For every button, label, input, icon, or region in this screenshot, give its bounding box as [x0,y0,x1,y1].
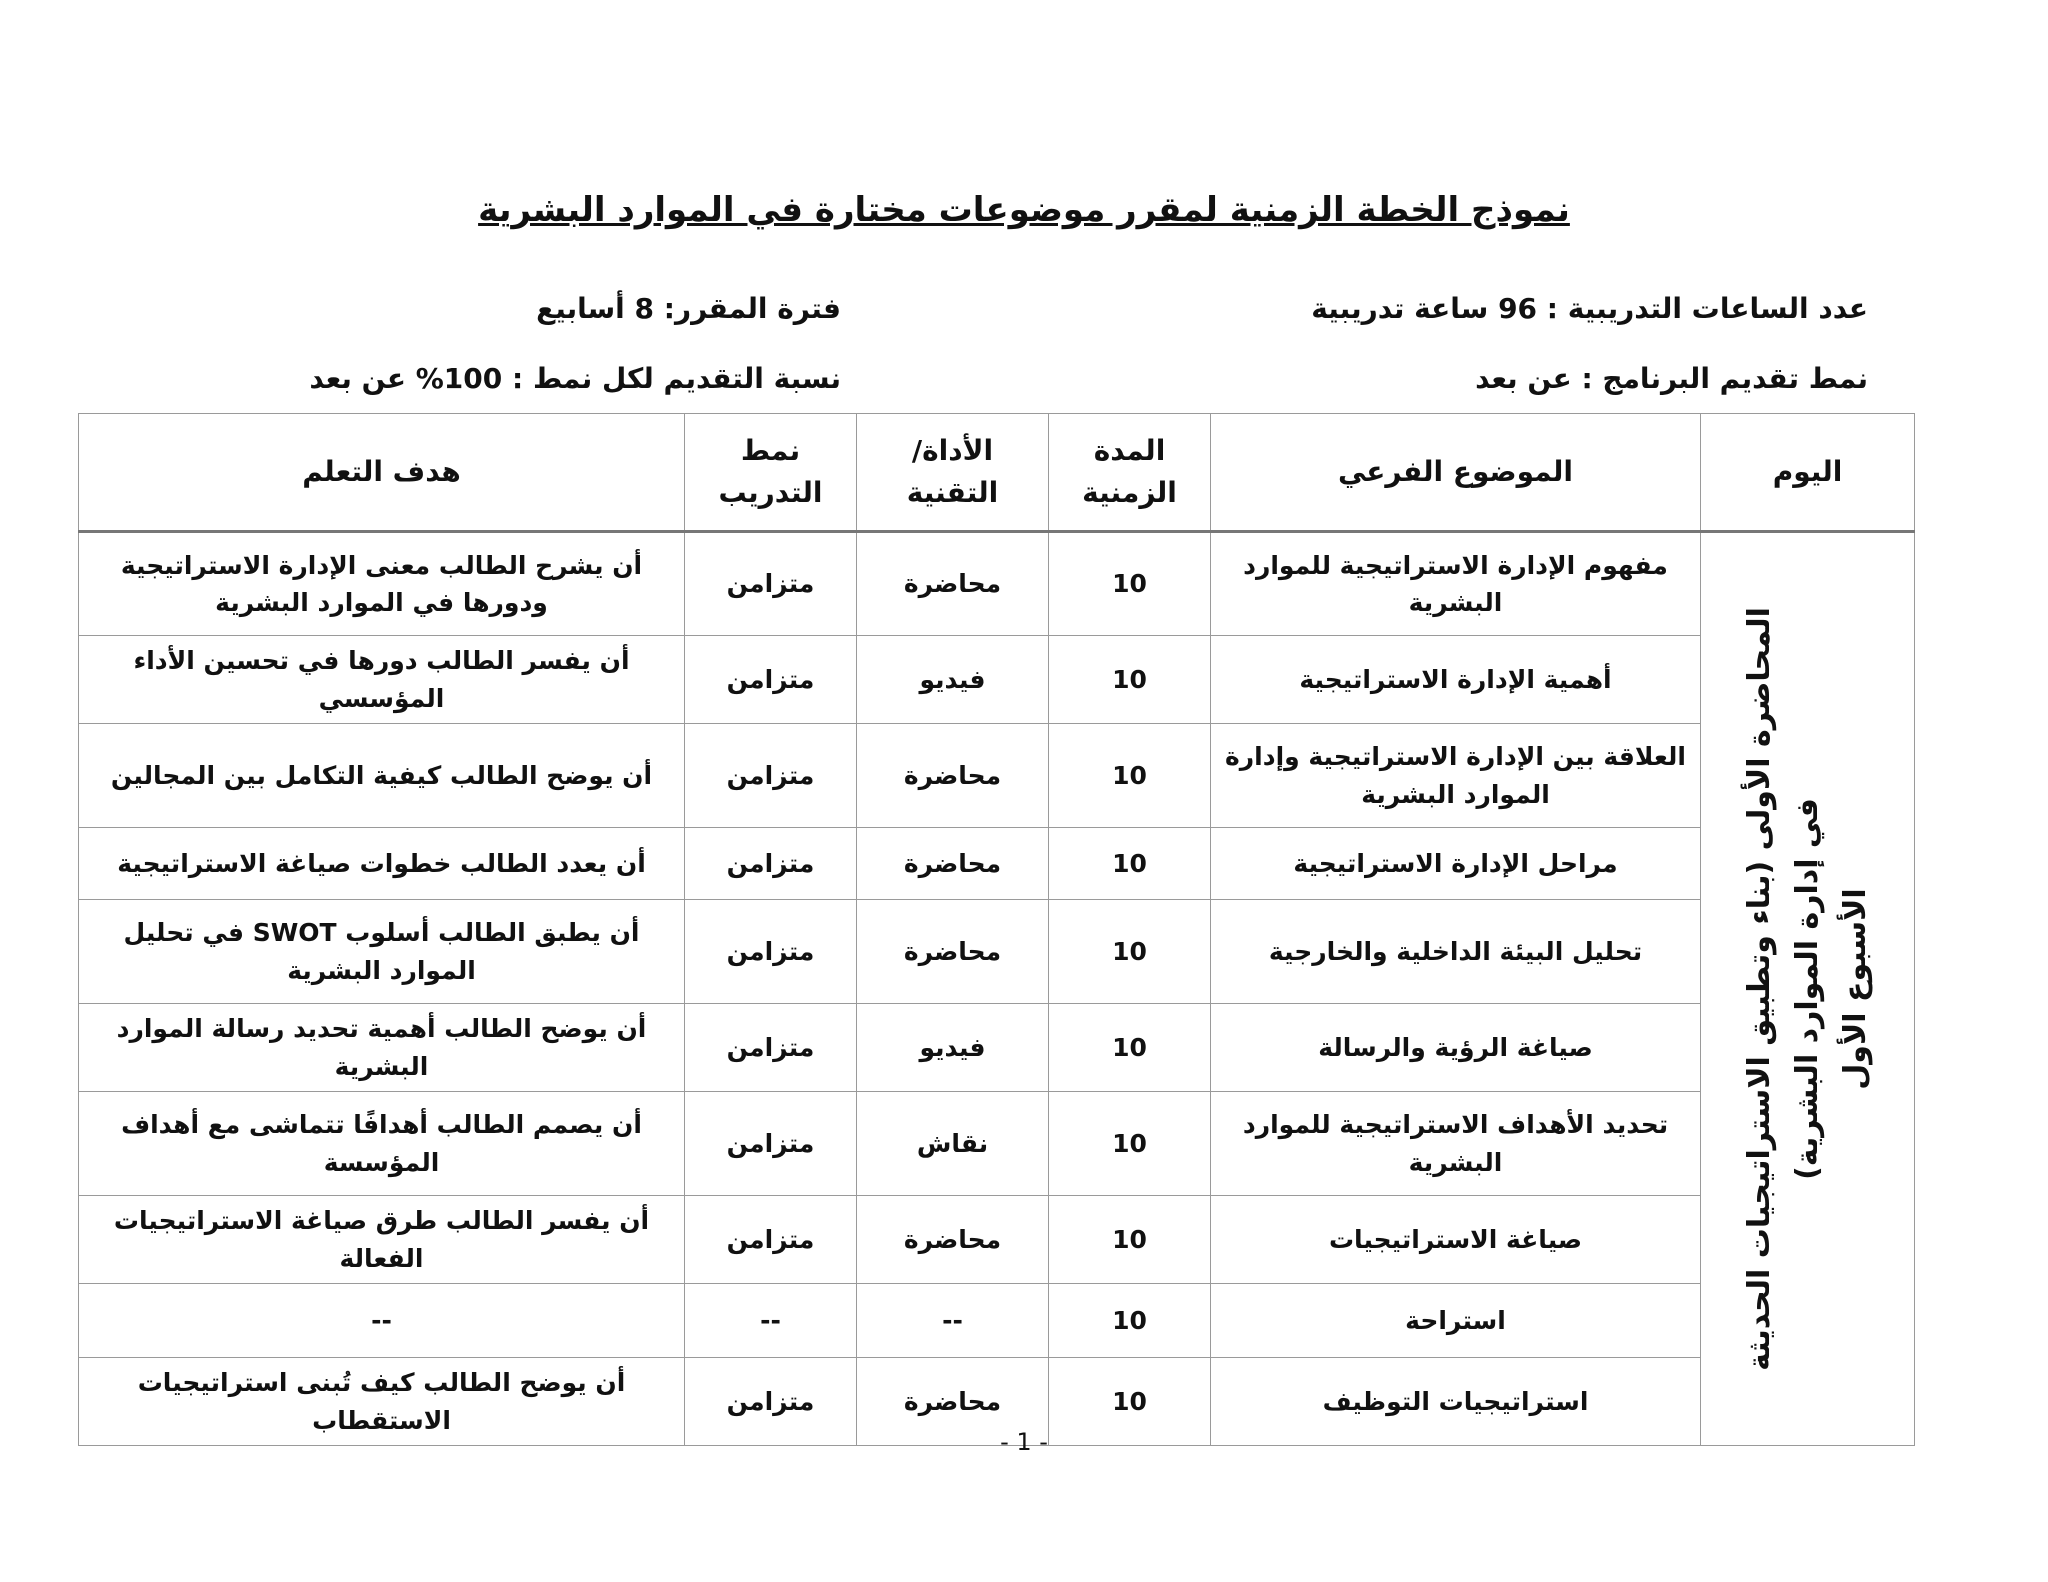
mode-cell: متزامن [685,828,857,900]
duration-cell: 10 [1049,1092,1211,1196]
tool-cell: فيديو [857,1004,1049,1092]
header-row [79,414,1915,532]
table-row [79,1196,1915,1284]
mode-cell: -- [685,1284,857,1358]
subtopic-cell: العلاقة بين الإدارة الاستراتيجية وإدارة الموارد البشرية [1211,724,1701,828]
subtopic-cell: مراحل الإدارة الاستراتيجية [1211,828,1701,900]
tool-cell: محاضرة [857,532,1049,636]
table-row [79,900,1915,1004]
tool-cell: محاضرة [857,900,1049,1004]
subtopic-cell: تحديد الأهداف الاستراتيجية للموارد البشرية [1211,1092,1701,1196]
mode-cell: متزامن [685,1196,857,1284]
header-objective: هدف التعلم [79,414,685,532]
duration-cell: 10 [1049,1358,1211,1446]
tool-cell: محاضرة [857,828,1049,900]
mode-cell: متزامن [685,532,857,636]
duration-cell: 10 [1049,532,1211,636]
mode-cell: متزامن [685,900,857,1004]
objective-cell: أن يطبق الطالب أسلوب SWOT في تحليل الموارد البشرية [79,900,685,1004]
duration-cell: 10 [1049,1196,1211,1284]
mode-cell: متزامن [685,1004,857,1092]
objective-cell: -- [79,1284,685,1358]
table-row [79,724,1915,828]
duration-cell: 10 [1049,1004,1211,1092]
training-hours: عدد الساعات التدريبية : 96 ساعة تدريبية [1311,292,1868,325]
document-title: نموذج الخطة الزمنية لمقرر موضوعات مختارة في الموارد البشرية [478,190,1570,230]
table-row [79,1284,1915,1358]
mode-cell: متزامن [685,724,857,828]
table-row [79,828,1915,900]
objective-cell: أن يوضح الطالب كيفية التكامل بين المجالين [79,724,685,828]
subtopic-cell: استراحة [1211,1284,1701,1358]
duration-cell: 10 [1049,1284,1211,1358]
subtopic-cell: صياغة الرؤية والرسالة [1211,1004,1701,1092]
objective-cell: أن يصمم الطالب أهدافًا تتماشى مع أهداف المؤسسة [79,1092,685,1196]
objective-cell: أن يوضح الطالب أهمية تحديد رسالة الموارد البشرية [79,1004,685,1092]
day-lecture: المحاضرة الأولى (بناء وتطبيق الاستراتيجيات الحديثة في إدارة الموارد البشرية) [1741,607,1825,1371]
day-cell [1701,532,1915,1446]
tool-cell: -- [857,1284,1049,1358]
day-week: الأسبوع الأول [1837,888,1873,1090]
duration-cell: 10 [1049,724,1211,828]
day-label [1736,579,1880,1399]
header-subtopic: الموضوع الفرعي [1211,414,1701,532]
course-period: فترة المقرر: 8 أسابيع [536,292,841,325]
header-mode: نمط التدريب [685,414,857,532]
objective-cell: أن يوضح الطالب كيف تُبنى استراتيجيات الاستقطاب [79,1358,685,1446]
subtopic-cell: استراتيجيات التوظيف [1211,1358,1701,1446]
objective-cell: أن يفسر الطالب طرق صياغة الاستراتيجيات الفعالة [79,1196,685,1284]
subtopic-cell: صياغة الاستراتيجيات [1211,1196,1701,1284]
delivery-ratio: نسبة التقديم لكل نمط : 100% عن بعد [309,362,841,395]
mode-cell: متزامن [685,1358,857,1446]
delivery-mode: نمط تقديم البرنامج : عن بعد [1475,362,1868,395]
tool-cell: نقاش [857,1092,1049,1196]
page-number: - 1 - [1000,1428,1048,1456]
subtopic-cell: أهمية الإدارة الاستراتيجية [1211,636,1701,724]
table-row [79,636,1915,724]
header-day: اليوم [1701,414,1915,532]
duration-cell: 10 [1049,828,1211,900]
subtopic-cell: مفهوم الإدارة الاستراتيجية للموارد البشرية [1211,532,1701,636]
objective-cell: أن يفسر الطالب دورها في تحسين الأداء المؤسسي [79,636,685,724]
tool-cell: محاضرة [857,1358,1049,1446]
table-row [79,1004,1915,1092]
plan-table [78,413,1915,1446]
header-duration: المدة الزمنية [1049,414,1211,532]
table-row [79,532,1915,636]
subtopic-cell: تحليل البيئة الداخلية والخارجية [1211,900,1701,1004]
tool-cell: فيديو [857,636,1049,724]
duration-cell: 10 [1049,636,1211,724]
objective-cell: أن يعدد الطالب خطوات صياغة الاستراتيجية [79,828,685,900]
table-row [79,1092,1915,1196]
tool-cell: محاضرة [857,1196,1049,1284]
header-tool: الأداة/التقنية [857,414,1049,532]
mode-cell: متزامن [685,1092,857,1196]
duration-cell: 10 [1049,900,1211,1004]
mode-cell: متزامن [685,636,857,724]
objective-cell: أن يشرح الطالب معنى الإدارة الاستراتيجية ودورها في الموارد البشرية [79,532,685,636]
tool-cell: محاضرة [857,724,1049,828]
